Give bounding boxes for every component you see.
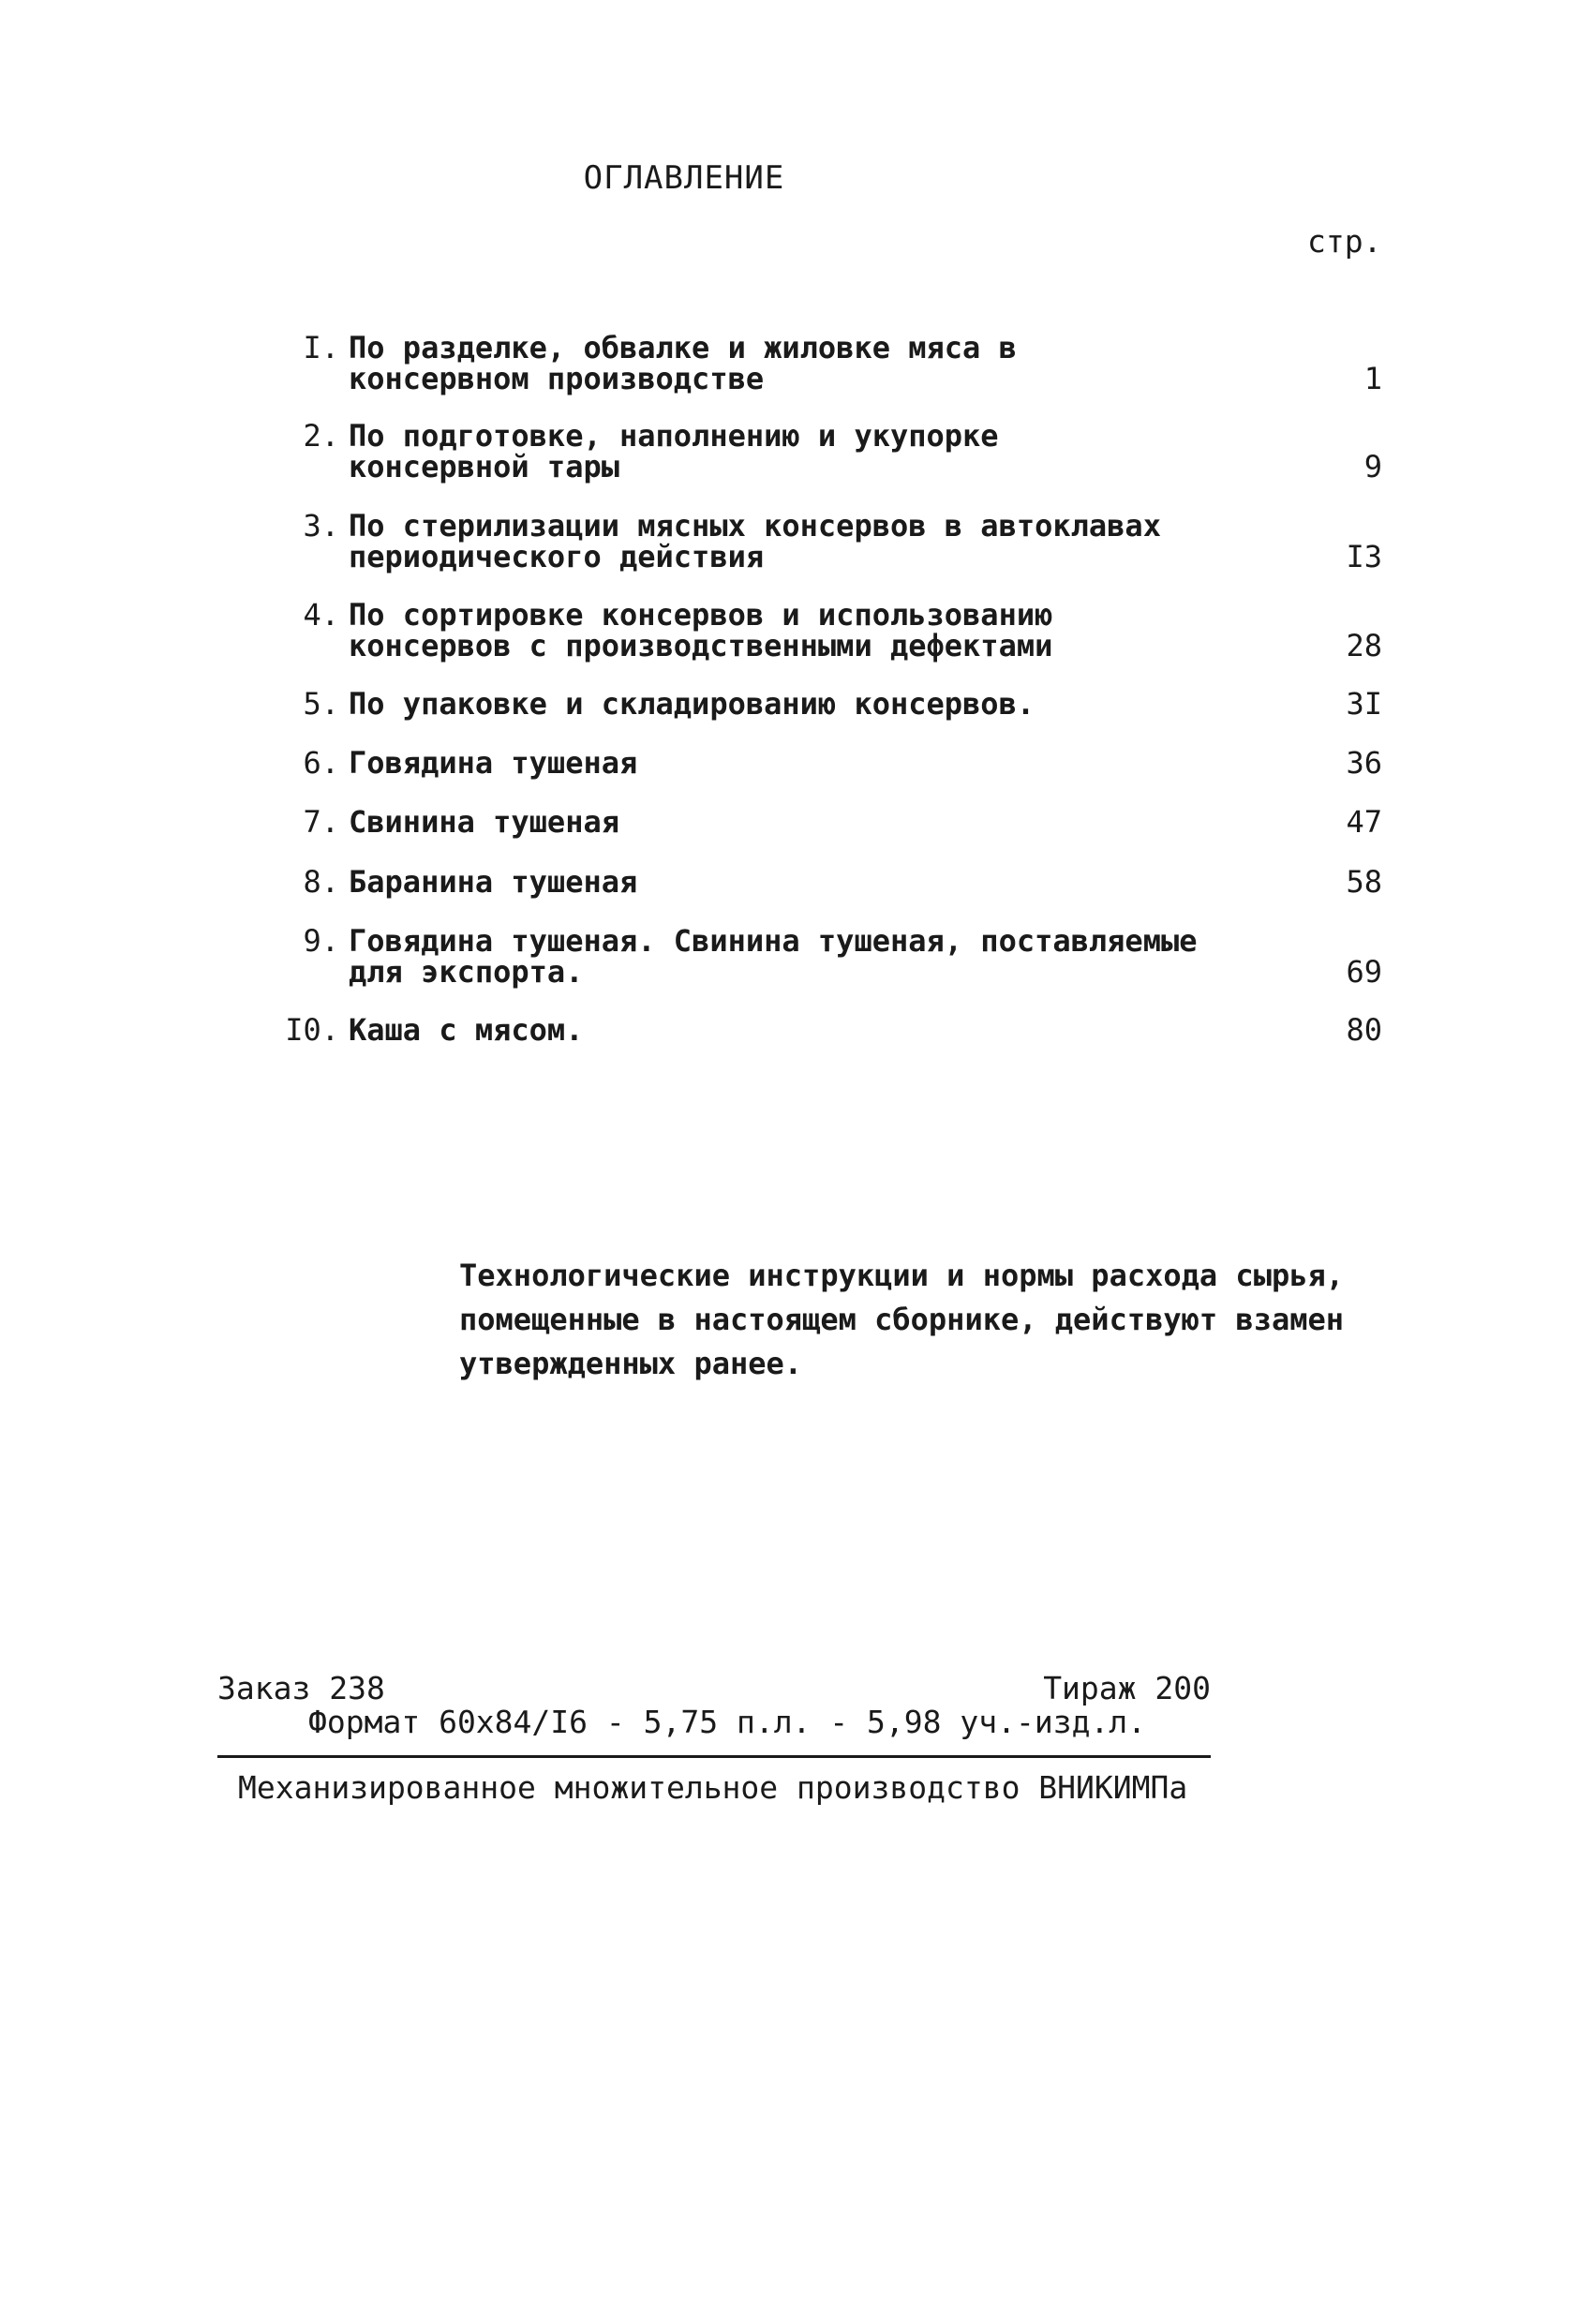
print-run: Тираж 200 — [1043, 1670, 1211, 1706]
toc-item-page: 36 — [1346, 745, 1382, 781]
toc-item-page: 28 — [1346, 628, 1382, 663]
toc-item-title: Говядина тушеная. Свинина тушеная, поставляемые для экспорта. — [349, 923, 1198, 990]
toc-item-title: По подготовке, наполнению и укупорке консервной тары — [349, 418, 999, 484]
toc-item-title: По упаковке и складированию консервов. — [349, 686, 1035, 722]
page-title: ОГЛАВЛЕНИЕ — [583, 159, 785, 197]
toc-item-number: 5. — [303, 686, 339, 722]
toc-item-page: 69 — [1346, 954, 1382, 990]
toc-item-page: 47 — [1346, 804, 1382, 840]
toc-item-page: 80 — [1346, 1012, 1382, 1048]
toc-item-page: 58 — [1346, 864, 1382, 900]
toc-item-number: 8. — [303, 864, 339, 900]
toc-item-title: Говядина тушеная — [349, 745, 638, 781]
toc-item-title: Свинина тушеная — [349, 804, 619, 840]
toc-item-number: 4. — [303, 597, 339, 633]
toc-item-number: 9. — [303, 923, 339, 959]
order-line — [217, 1670, 1211, 1706]
toc-item-number: I0. — [285, 1012, 339, 1048]
toc-item-number: 3. — [303, 508, 339, 544]
divider — [217, 1755, 1211, 1758]
toc-item-page: 3I — [1346, 686, 1382, 722]
toc-item-title: Каша с мясом. — [349, 1012, 584, 1048]
imprint — [217, 1670, 1211, 1806]
toc-item-number: 7. — [303, 804, 339, 840]
printer-line: Механизированное множительное производство ВНИКИМПа — [238, 1769, 1188, 1806]
order-number: Заказ 238 — [217, 1670, 385, 1706]
toc-item-title: По разделке, обвалке и жиловке мяса в консервном производстве — [349, 330, 1017, 396]
toc-item-page: I3 — [1346, 539, 1382, 574]
format-line: Формат 60х84/I6 - 5,75 п.л. - 5,98 уч.-изд.л. — [308, 1704, 1147, 1740]
note-paragraph: Технологические инструкции и нормы расхода сырья, помещенные в настоящем сборнике, действуют взамен утвержденных ранее. — [459, 1258, 1345, 1381]
toc-item-page: 1 — [1363, 361, 1382, 396]
toc-item-title: Баранина тушеная — [349, 864, 638, 900]
toc-item-title: По сортировке консервов и использованию консервов с производственными дефектами — [349, 597, 1053, 663]
toc-item-number: 2. — [303, 418, 339, 454]
page-column-label: стр. — [1307, 223, 1382, 260]
toc-item-number: 6. — [303, 745, 339, 781]
toc-item-page: 9 — [1363, 449, 1382, 484]
toc-item-number: I. — [303, 330, 339, 365]
toc-item-title: По стерилизации мясных консервов в автоклавах периодического действия — [349, 508, 1161, 574]
